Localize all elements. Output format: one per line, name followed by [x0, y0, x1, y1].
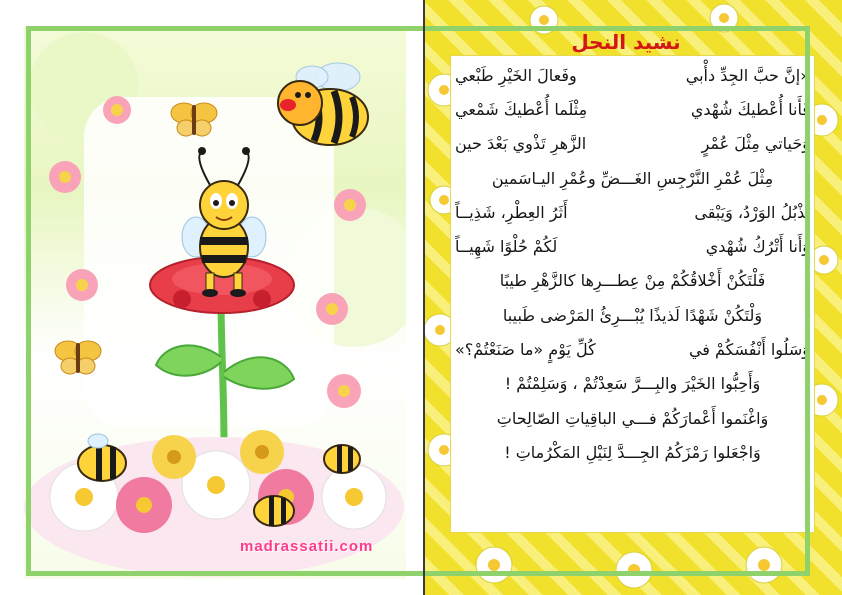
poem-line [455, 435, 810, 469]
butterfly-icon [55, 341, 101, 374]
bee-illustration-panel [24, 27, 406, 579]
poem-line-second-half: لَكُمْ حُلْوًا شَهِيــاً [455, 237, 558, 257]
poem-line [455, 298, 810, 332]
bee-icon [78, 434, 126, 481]
poem-line-text: وَاغْنَموا أَعْمارَكُمْ فـــي الباقِياتِ الصّالِحاتِ [496, 408, 769, 428]
poem-line [455, 229, 810, 263]
pink-flower-icon [334, 189, 366, 221]
poem-line [455, 264, 810, 298]
poem-line [455, 401, 810, 435]
poem-line-second-half: مِثْلَما أُعْطيكَ شَمْعي [455, 99, 588, 119]
pink-flower-icon [316, 293, 348, 325]
poem-title: نشيد النحل [571, 30, 681, 54]
poem-line-text: وَاجْعَلوا رَمْزَكُمُ الجِـــدَّ لِنَيْلِ المَكْرُماتِ ! [504, 442, 761, 462]
poem-line [455, 195, 810, 229]
poem-line [455, 332, 810, 366]
bee-flower-illustration [24, 27, 406, 579]
pink-flower-icon [116, 477, 172, 533]
poem-line [455, 367, 810, 401]
pink-flower-icon [327, 374, 361, 408]
poem-line-first-half: «إنَّ حبَّ الجِدِّ دأْبي [685, 65, 810, 85]
poem-line-text: وَلْتَكُنْ شَهْدًا لَذيذًا يُبْـــرِئُ المَرْضى طَبيبا [502, 305, 763, 325]
butterfly-icon [171, 103, 217, 136]
page-divider [423, 0, 425, 595]
yellow-flower-icon [152, 435, 196, 479]
poem-line [455, 127, 810, 161]
poem-line-text: وَأَحِبُّوا الخَيْرَ والبِـــرَّ سَعِدْتُمْ ، وَسَلِمْتُمْ ! [504, 374, 761, 394]
poem-line-first-half: وَأَنا أَتْرُكُ شُهْدي [705, 237, 810, 257]
site-watermark: madrassatii.com [240, 538, 374, 555]
poem-line-second-half: أَثَرُ العِطْرِ، شَذِيــاً [455, 202, 568, 222]
poem-line-text: فَلْتَكُنْ أَخْلاقُكُمْ مِنْ عِطـــرِها كالزَّهْرِ طيبًا [499, 271, 766, 291]
poem-line [455, 161, 810, 195]
poem-line-second-half: وفَعالَ الخَيْرِ طَبْعي [455, 65, 577, 85]
poem-line-text: مِثْلَ عُمْرِ النَّرْجِسِ الغَـــضِّ وعُمْرِ اليـاسَمين [491, 168, 774, 188]
bee-icon [254, 496, 294, 526]
daisy-icon [322, 465, 386, 529]
poem-line [455, 58, 810, 92]
poem-line [455, 92, 810, 126]
poem-line-first-half: يَذْبُلُ الوَرْدُ، وَيَبْقى [694, 202, 810, 222]
bee-icon [324, 445, 360, 473]
poem-line-first-half: وَحَياتي مِثْلَ عُمْرٍ [701, 134, 810, 154]
pink-flower-icon [103, 96, 131, 124]
pink-flower-icon [49, 161, 81, 193]
pink-flower-icon [66, 269, 98, 301]
poem-line-second-half: الزَّهرِ تَذْوي بَعْدَ حين [455, 134, 587, 154]
poem-line-second-half: كُلِّ يَوْمٍ «ما صَنَعْتُمْ؟» [455, 340, 596, 360]
poem-line-first-half: فَأَنا أُعْطيكَ شُهْدي [690, 99, 810, 119]
poem-line-first-half: وَسَلُوا أَنْفُسَكُمْ في [688, 340, 810, 360]
yellow-flower-icon [240, 430, 284, 474]
poem-lines [455, 58, 810, 470]
